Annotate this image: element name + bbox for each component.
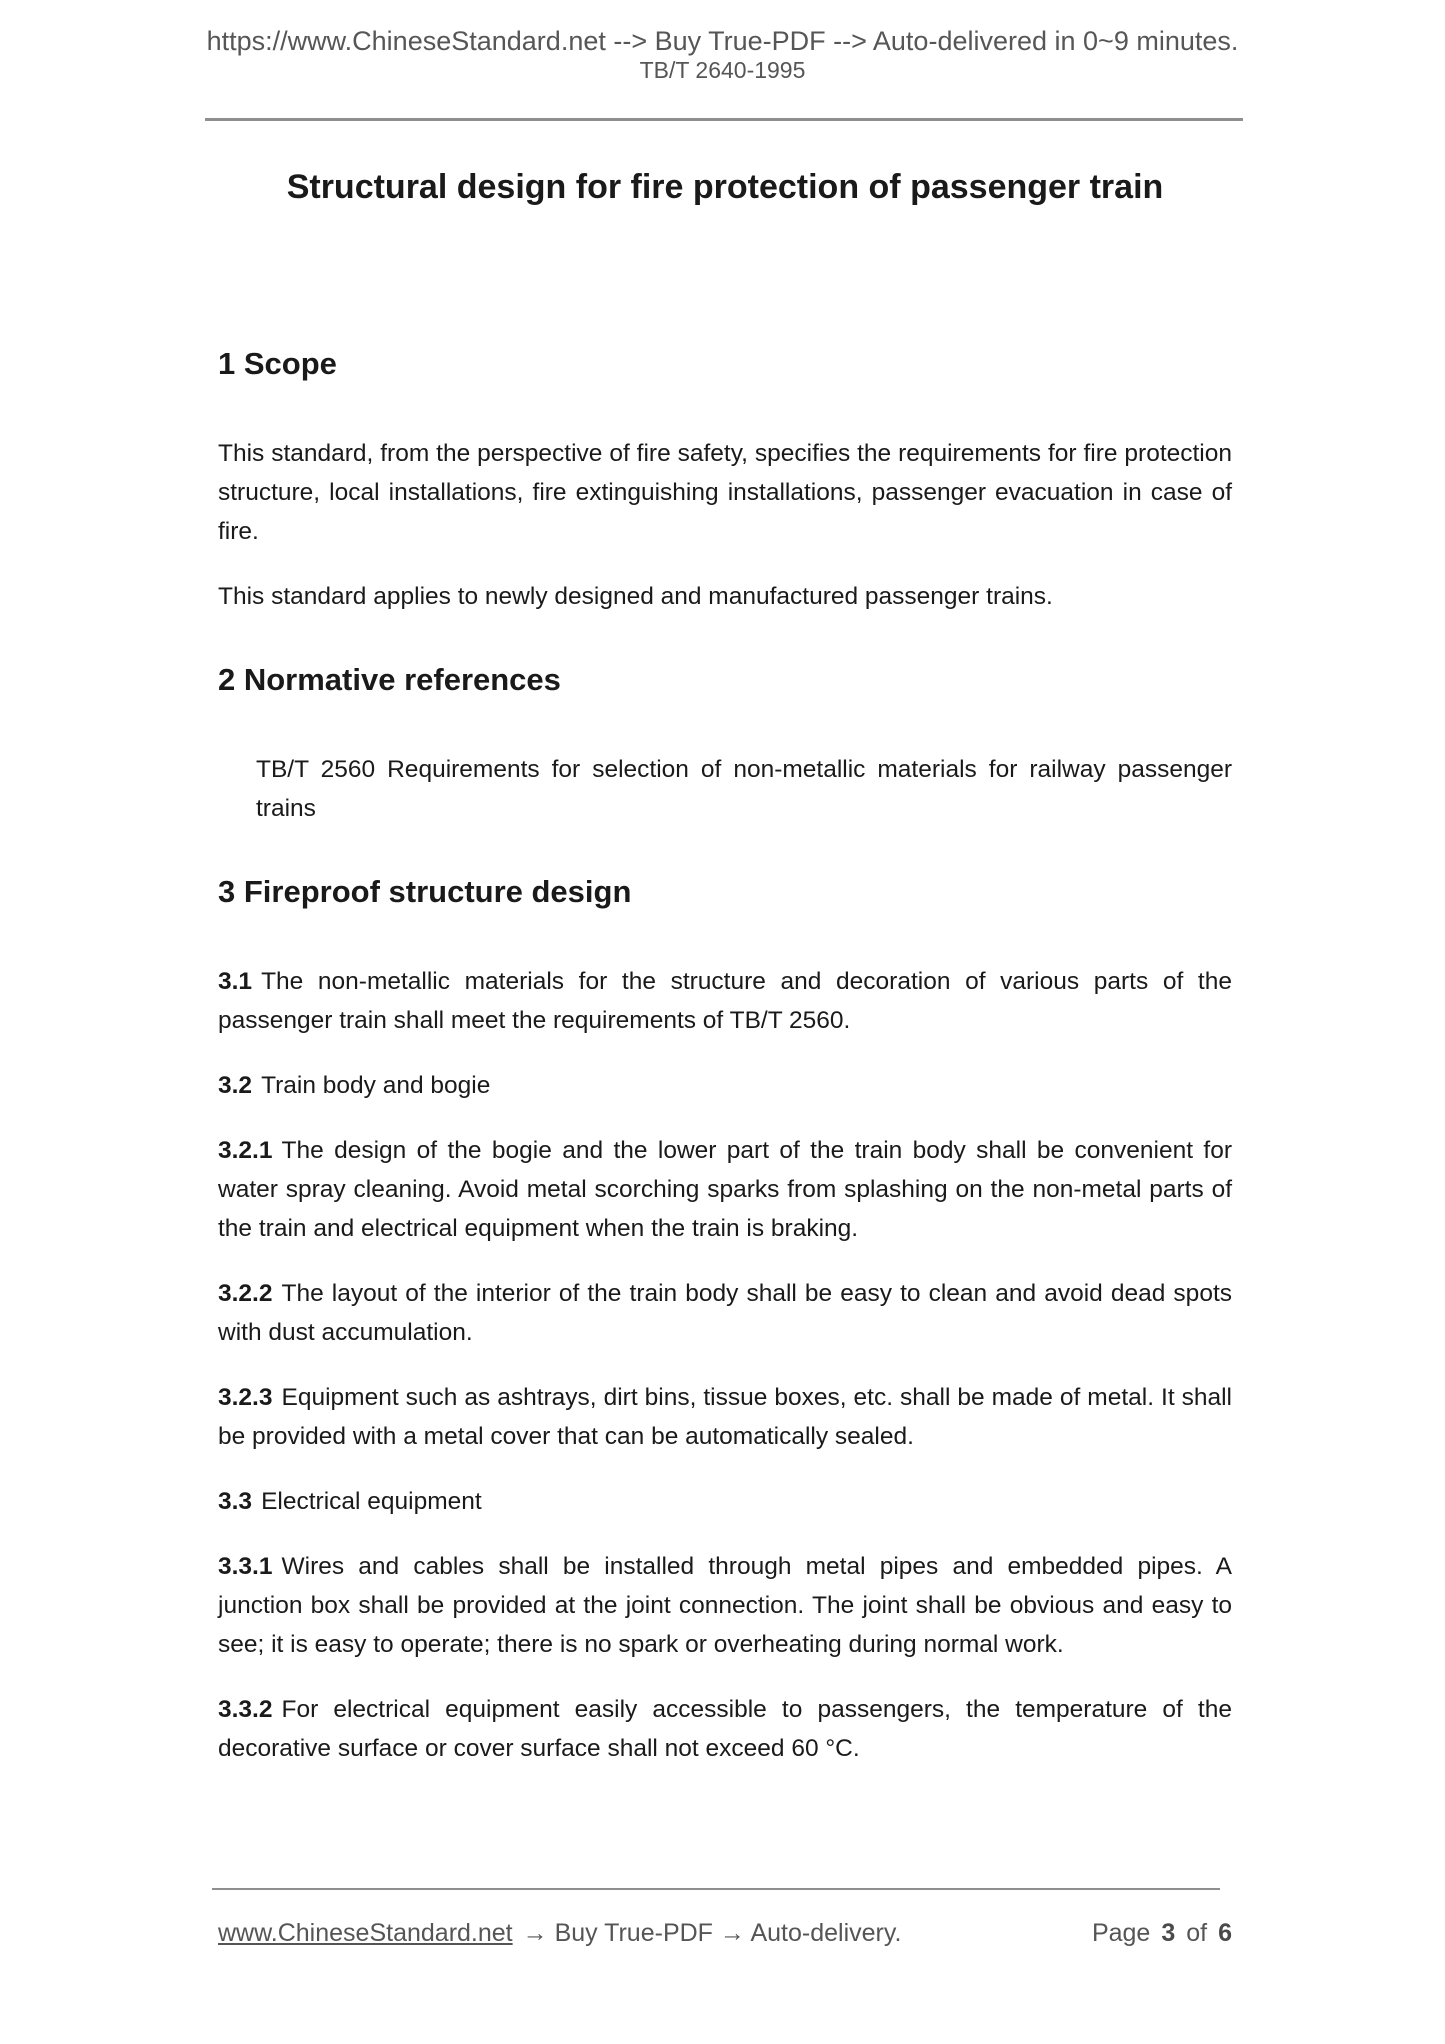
reference-paragraph: [218, 750, 1232, 828]
of-label: of: [1186, 1919, 1208, 1947]
clause-label: 3.2.3: [218, 1384, 273, 1411]
clause-label: 3.1: [218, 968, 253, 995]
section-heading: 3 Fireproof structure design: [218, 874, 632, 909]
header-rule: [205, 118, 1243, 121]
section-heading: 1 Scope: [218, 346, 337, 381]
body-paragraph: [218, 1066, 1232, 1105]
header-url-line: https://www.ChineseStandard.net --> Buy True-PDF --> Auto-delivered in 0~9 minutes.: [206, 26, 1239, 56]
section-fireproof-structure-design: [218, 872, 1232, 1768]
footer-tagline-text: → Buy True-PDF → Auto-delivery.: [522, 1919, 902, 1947]
paragraph-text: The design of the bogie and the lower part of the train body shall be convenient for water spray cleaning. Avoid metal scorching sparks from splashing on the non-metal parts of the train and electrical equipment when the train is braking.: [218, 1137, 1232, 1242]
clause-label: 3.2: [218, 1072, 253, 1099]
paragraph-text: TB/T 2560 Requirements for selection of non-metallic materials for railway passenger trains: [256, 756, 1232, 822]
page-footer: [218, 1916, 1232, 1950]
document-title: Structural design for fire protection of passenger train: [286, 168, 1164, 206]
body-paragraph: [218, 1378, 1232, 1456]
body-paragraph: [218, 962, 1232, 1040]
paragraph-text: The non-metallic materials for the structure and decoration of various parts of the passenger train shall meet the requirements of TB/T 2560.: [218, 968, 1232, 1034]
clause-label: 3.3.2: [218, 1696, 273, 1723]
paragraph-text: Wires and cables shall be installed through metal pipes and embedded pipes. A junction box shall be provided at the joint connection. The joint shall be obvious and easy to see; it is easy to operate; there is no spark or overheating during normal work.: [218, 1553, 1232, 1658]
footer-site-link[interactable]: www.ChineseStandard.net: [218, 1919, 513, 1947]
body-paragraph: [218, 577, 1232, 616]
footer-rule: [212, 1888, 1220, 1890]
body-paragraph: [218, 434, 1232, 551]
paragraph-text: This standard, from the perspective of fire safety, specifies the requirements for fire protection structure, local installations, fire extinguishing installations, passenger evacuation in case of fire.: [218, 440, 1232, 545]
clause-label: 3.3.1: [218, 1553, 273, 1580]
paragraph-text: The layout of the interior of the train body shall be easy to clean and avoid dead spots with dust accumulation.: [218, 1280, 1232, 1346]
section-heading: 2 Normative references: [218, 662, 561, 697]
section-normative-references: [218, 660, 1232, 828]
paragraph-text: This standard applies to newly designed and manufactured passenger trains.: [218, 583, 1053, 610]
document-body: [218, 167, 1232, 1768]
page-header: [0, 0, 1445, 84]
body-paragraph: [218, 1482, 1232, 1521]
paragraph-text: Train body and bogie: [261, 1072, 491, 1099]
clause-label: 3.2.2: [218, 1280, 273, 1307]
body-paragraph: [218, 1547, 1232, 1664]
paragraph-text: Equipment such as ashtrays, dirt bins, tissue boxes, etc. shall be made of metal. It shall be provided with a metal cover that can be automatically sealed.: [218, 1384, 1232, 1450]
clause-label: 3.2.1: [218, 1137, 273, 1164]
body-paragraph: [218, 1274, 1232, 1352]
page-number: 3: [1161, 1919, 1176, 1947]
section-scope: [218, 344, 1232, 616]
page-indicator: [1092, 1916, 1232, 1950]
body-paragraph: [218, 1131, 1232, 1248]
clause-label: 3.3: [218, 1488, 253, 1515]
doc-number: TB/T 2640-1995: [639, 57, 806, 83]
paragraph-text: Electrical equipment: [261, 1488, 482, 1515]
page-label: Page: [1091, 1919, 1151, 1947]
footer-tagline: [218, 1916, 901, 1950]
page-total: 6: [1218, 1919, 1232, 1947]
paragraph-text: For electrical equipment easily accessible to passengers, the temperature of the decorative surface or cover surface shall not exceed 60 °C.: [218, 1696, 1232, 1762]
body-paragraph: [218, 1690, 1232, 1768]
